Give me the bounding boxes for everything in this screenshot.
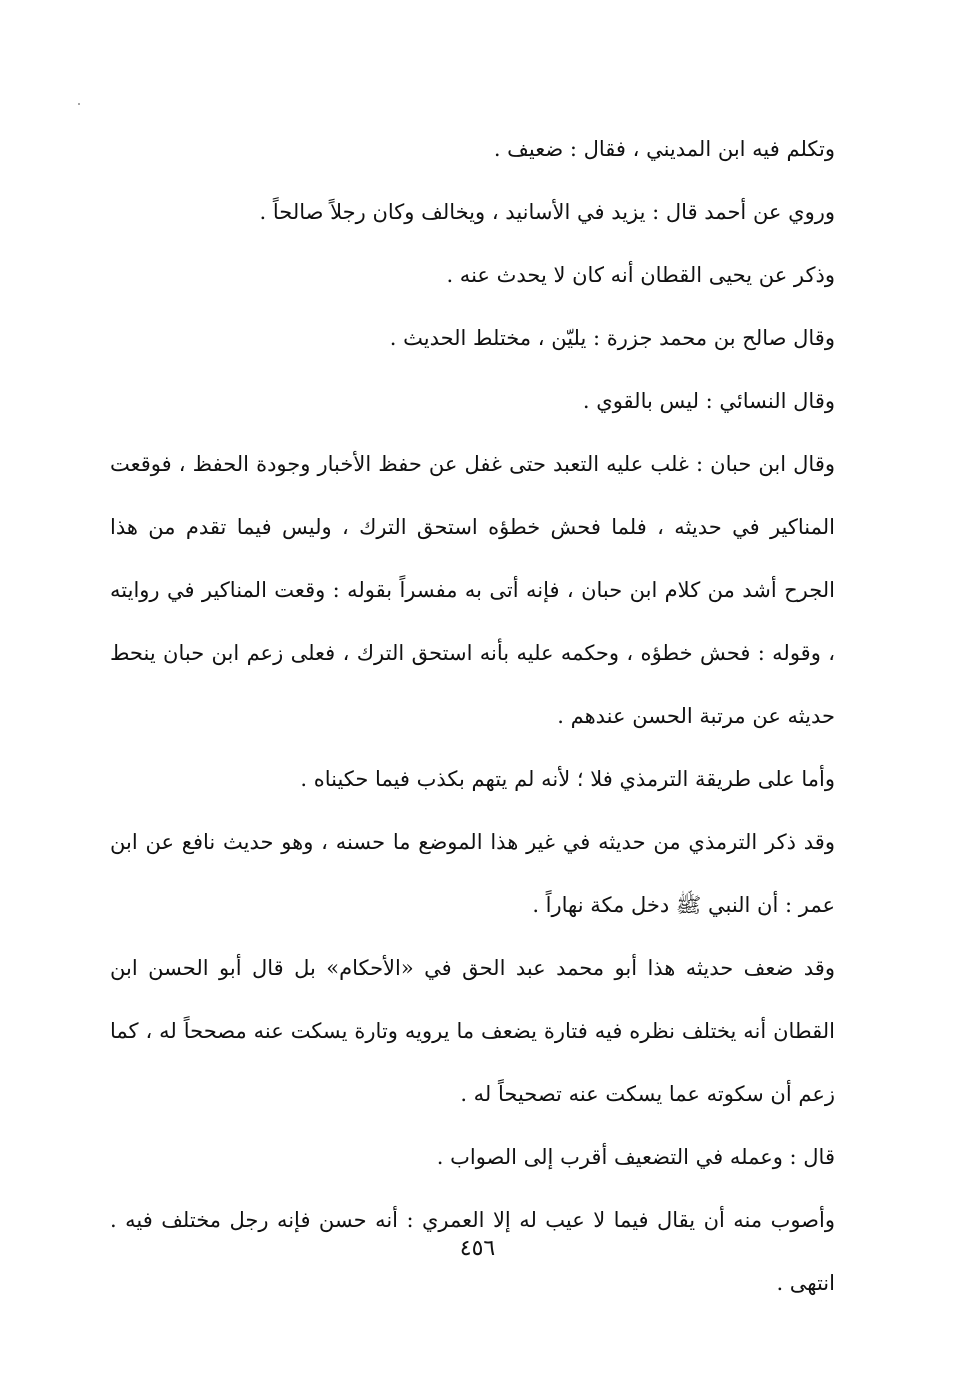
paragraph: قال : وعمله في التضعيف أقرب إلى الصواب . <box>436 1145 835 1169</box>
paragraph: وقال ابن حبان : غلب عليه التعبد حتى غفل عن حفظ الأخبار وجودة الحفظ ، فوقعت المناكير في حديثه ، فلما فحش خطؤه استحق الترك ، وليس فيما تقدم من هذا الجرح أشد من كلام ابن حبان ، فإنه أتى به مفسراً بقوله : وقعت المناكير في روايته ، وقوله : فحش خطؤه ، وحكمه عليه بأنه استحق الترك ، فعلى زعم ابن حبان ينحط حديثه عن مرتبة الحسن عندهم . <box>110 452 835 728</box>
paragraph: وقال صالح بن محمد جزرة : يليّن ، مختلط الحديث . <box>389 326 835 350</box>
paragraph: وقال النسائي : ليس بالقوي . <box>582 389 835 413</box>
page-number: ٤٥٦ <box>459 1236 496 1261</box>
body-text <box>110 118 835 1315</box>
paragraph: وقد ذكر الترمذي من حديثه في غير هذا الموضع ما حسنه ، وهو حديث نافع عن ابن عمر : أن النبي ﷺ دخل مكة نهاراً . <box>110 830 835 917</box>
paragraph: وتكلم فيه ابن المديني ، فقال : ضعيف . <box>493 137 835 161</box>
paragraph: وذكر عن يحيى القطان أنه كان لا يحدث عنه . <box>446 263 835 287</box>
paragraph: وأما على طريقة الترمذي فلا ؛ لأنه لم يتهم بكذب فيما حكيناه . <box>300 767 835 791</box>
scan-speck <box>78 103 80 105</box>
paragraph: وروي عن أحمد قال : يزيد في الأسانيد ، ويخالف وكان رجلاً صالحاً . <box>259 200 835 224</box>
paragraph: وأصوب منه أن يقال فيما لا عيب له إلا العمري : أنه حسن فإنه رجل مختلف فيه . انتهى . <box>110 1208 835 1295</box>
paragraph: وقد ضعف حديثه هذا أبو محمد عبد الحق في «الأحكام» بل قال أبو الحسن ابن القطان أنه يختلف نظره فيه فتارة يضعف ما يرويه وتارة يسكت عنه مصححاً له ، كما زعم أن سكوته عما يسكت عنه تصحيحاً له . <box>110 956 835 1106</box>
